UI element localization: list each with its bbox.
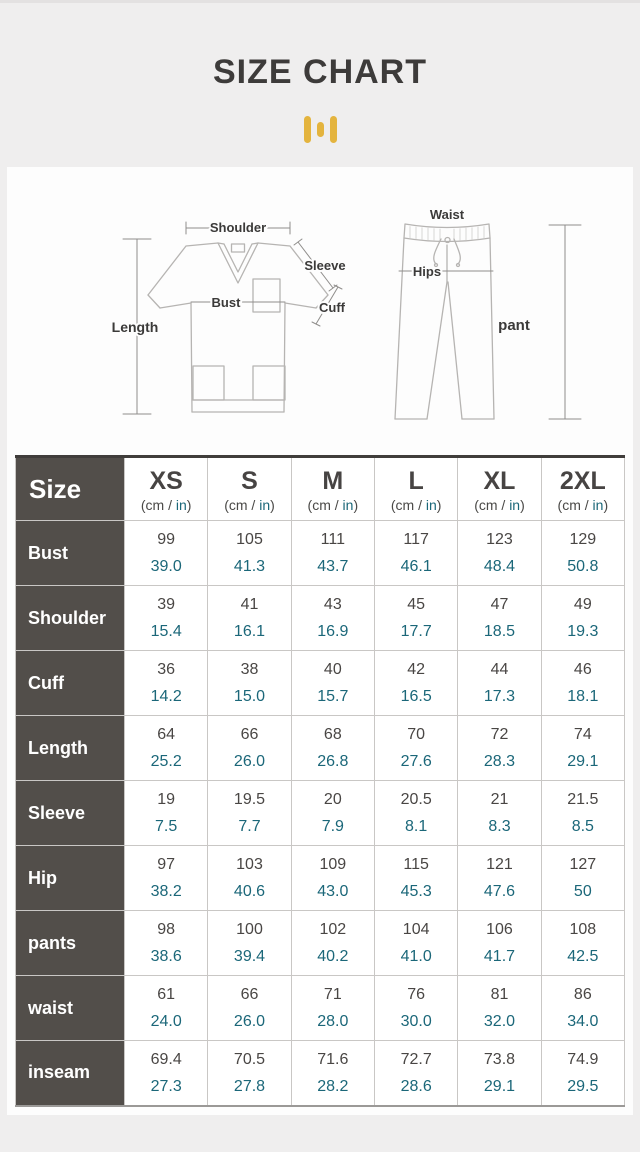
cm-value: 38 (240, 661, 259, 678)
size-cell (125, 521, 208, 586)
size-cell (208, 846, 291, 911)
cm-value: 21 (490, 791, 509, 808)
inch-value: 40.6 (233, 883, 266, 900)
row-label: pants (16, 911, 125, 976)
unit-label: (cm / in) (557, 497, 609, 513)
cm-value: 61 (157, 986, 176, 1003)
inch-value: 7.5 (155, 818, 178, 835)
inch-value: 45.3 (400, 883, 432, 900)
inch-value: 19.3 (567, 623, 599, 640)
size-cell (541, 911, 624, 976)
inch-value: 18.1 (567, 688, 599, 705)
size-cell (125, 586, 208, 651)
cm-value: 86 (573, 986, 592, 1003)
row-label: Sleeve (16, 781, 125, 846)
size-cell (291, 976, 374, 1041)
size-cell (541, 1041, 624, 1106)
table-row-hip (16, 846, 625, 911)
inch-value: 27.6 (400, 753, 432, 770)
table-row-cuff (16, 651, 625, 716)
inch-value: 48.4 (483, 558, 516, 575)
cm-value: 47 (490, 596, 509, 613)
cm-value: 43 (323, 596, 342, 613)
garment-measurement-diagram (7, 167, 633, 455)
size-cell (125, 846, 208, 911)
size-cell (374, 586, 457, 651)
inch-value: 27.8 (233, 1077, 266, 1095)
size-cell (374, 651, 457, 716)
size-label: L (408, 467, 424, 495)
size-cell (208, 976, 291, 1041)
cm-value: 72 (490, 726, 509, 743)
cm-value: 49 (573, 596, 592, 613)
size-cell (291, 1041, 374, 1106)
inch-value: 39.4 (233, 948, 266, 965)
unit-label: (cm / in) (307, 497, 359, 513)
cm-value: 39 (157, 596, 176, 613)
diagram-label-waist: Waist (429, 207, 465, 222)
size-cell (291, 911, 374, 976)
cm-value: 99 (157, 531, 176, 548)
cm-value: 41 (240, 596, 259, 613)
inch-value: 18.5 (483, 623, 516, 640)
cm-value: 105 (236, 531, 263, 548)
size-cell (291, 716, 374, 781)
cm-value: 46 (573, 661, 592, 678)
size-cell (458, 586, 541, 651)
size-cell (374, 846, 457, 911)
column-header-l (374, 457, 457, 521)
inch-value: 15.4 (150, 623, 182, 640)
scrub-top-diagram (148, 243, 328, 412)
size-cell (291, 846, 374, 911)
inch-value: 8.1 (405, 818, 428, 835)
cm-value: 20 (323, 791, 342, 808)
cm-value: 68 (323, 726, 342, 743)
size-cell (125, 716, 208, 781)
inch-value: 7.7 (238, 818, 261, 835)
cm-value: 121 (486, 856, 513, 873)
column-header-xs (125, 457, 208, 521)
cm-value: 102 (319, 921, 347, 938)
cm-value: 103 (236, 856, 263, 873)
cm-value: 72.7 (400, 1050, 432, 1068)
size-label: XL (483, 467, 516, 495)
size-cell (374, 976, 457, 1041)
table-header-row (16, 457, 625, 521)
cm-value: 71.6 (317, 1050, 349, 1068)
inch-value: 24.0 (150, 1013, 182, 1030)
inch-value: 41.0 (400, 948, 432, 965)
size-cell (541, 651, 624, 716)
size-cell (125, 911, 208, 976)
size-cell (374, 716, 457, 781)
cm-value: 70.5 (233, 1050, 266, 1068)
inch-value: 34.0 (567, 1013, 599, 1030)
size-cell (291, 521, 374, 586)
size-cell (208, 586, 291, 651)
inch-value: 38.2 (150, 883, 182, 900)
inch-value: 26.8 (317, 753, 349, 770)
diagram-label-hips: Hips (412, 264, 442, 279)
row-label: waist (16, 976, 125, 1041)
inch-value: 50.8 (567, 558, 599, 575)
size-cell (291, 651, 374, 716)
inch-value: 41.3 (233, 558, 266, 575)
cm-value: 108 (569, 921, 597, 938)
inch-value: 16.9 (317, 623, 349, 640)
cm-value: 81 (490, 986, 509, 1003)
cm-value: 97 (157, 856, 176, 873)
cm-value: 20.5 (400, 791, 432, 808)
column-header-xl (458, 457, 541, 521)
inch-value: 15.0 (233, 688, 266, 705)
size-cell (541, 781, 624, 846)
inch-value: 8.3 (488, 818, 511, 835)
size-cell (208, 521, 291, 586)
inch-value: 15.7 (317, 688, 349, 705)
inch-value: 28.2 (317, 1077, 349, 1095)
cm-value: 74 (573, 726, 592, 743)
table-row-inseam (16, 1041, 625, 1106)
inch-value: 50 (573, 883, 592, 900)
size-cell (541, 976, 624, 1041)
table-row-sleeve (16, 781, 625, 846)
divider-bar-icon (330, 116, 337, 143)
diagram-label-shoulder: Shoulder (209, 220, 267, 235)
diagram-label-bust: Bust (211, 295, 241, 310)
size-cell (208, 781, 291, 846)
inch-value: 7.9 (321, 818, 344, 835)
top-edge-strip (0, 0, 640, 3)
cm-value: 76 (407, 986, 426, 1003)
size-cell (291, 586, 374, 651)
cm-value: 70 (407, 726, 426, 743)
cm-value: 98 (157, 921, 176, 938)
cm-value: 19.5 (233, 791, 266, 808)
diagram-label-pant: pant (498, 317, 530, 334)
inch-value: 28.0 (317, 1013, 349, 1030)
table-row-bust (16, 521, 625, 586)
inch-value: 32.0 (483, 1013, 516, 1030)
table-row-pants (16, 911, 625, 976)
cm-value: 73.8 (483, 1050, 516, 1068)
cm-value: 111 (320, 531, 345, 548)
size-cell (458, 781, 541, 846)
size-label: XS (149, 467, 183, 495)
inch-value: 17.3 (483, 688, 516, 705)
inch-value: 41.7 (483, 948, 516, 965)
row-label: Bust (16, 521, 125, 586)
inch-value: 26.0 (233, 753, 266, 770)
cm-value: 123 (486, 531, 513, 548)
size-cell (125, 1041, 208, 1106)
cm-value: 129 (569, 531, 597, 548)
row-label: Length (16, 716, 125, 781)
size-cell (458, 846, 541, 911)
content-card (7, 167, 633, 1115)
cm-value: 45 (407, 596, 426, 613)
table-row-shoulder (16, 586, 625, 651)
unit-label: (cm / in) (140, 497, 192, 513)
inch-value: 40.2 (317, 948, 349, 965)
inch-value: 42.5 (567, 948, 599, 965)
size-table (15, 455, 625, 1107)
cm-value: 71 (323, 986, 342, 1003)
size-corner-header: Size (16, 457, 125, 521)
cm-value: 115 (403, 856, 429, 873)
size-cell (541, 716, 624, 781)
inch-value: 38.6 (150, 948, 182, 965)
size-cell (208, 911, 291, 976)
diagram-label-length: Length (111, 319, 159, 335)
inch-value: 27.3 (150, 1077, 182, 1095)
cm-value: 66 (240, 726, 259, 743)
row-label: inseam (16, 1041, 125, 1106)
inch-value: 30.0 (400, 1013, 432, 1030)
size-cell (291, 781, 374, 846)
column-header-s (208, 457, 291, 521)
size-cell (125, 651, 208, 716)
inch-value: 46.1 (400, 558, 432, 575)
size-cell (374, 781, 457, 846)
cm-value: 74.9 (567, 1050, 599, 1068)
unit-label: (cm / in) (474, 497, 525, 513)
inch-value: 16.1 (233, 623, 266, 640)
column-header-m (291, 457, 374, 521)
unit-label: (cm / in) (224, 497, 275, 513)
divider-bar-icon (317, 122, 324, 137)
column-header-2xl (541, 457, 624, 521)
cm-value: 44 (490, 661, 509, 678)
cm-value: 109 (319, 856, 347, 873)
inch-value: 28.3 (483, 753, 516, 770)
inch-value: 43.0 (317, 883, 349, 900)
table-row-length (16, 716, 625, 781)
inch-value: 26.0 (233, 1013, 266, 1030)
cm-value: 127 (569, 856, 597, 873)
cm-value: 42 (407, 661, 426, 678)
inch-value: 29.5 (567, 1077, 599, 1095)
inch-value: 47.6 (483, 883, 516, 900)
inch-value: 39.0 (150, 558, 182, 575)
inch-value: 8.5 (571, 818, 594, 835)
size-cell (374, 521, 457, 586)
size-cell (208, 651, 291, 716)
cm-value: 64 (157, 726, 176, 743)
cm-value: 117 (403, 531, 429, 548)
cm-value: 40 (323, 661, 342, 678)
inch-value: 16.5 (400, 688, 432, 705)
cm-value: 104 (402, 921, 430, 938)
size-cell (458, 651, 541, 716)
inch-value: 25.2 (150, 753, 182, 770)
size-label: M (322, 467, 344, 495)
cm-value: 36 (157, 661, 176, 678)
size-cell (458, 1041, 541, 1106)
size-cell (208, 716, 291, 781)
row-label: Hip (16, 846, 125, 911)
size-cell (374, 911, 457, 976)
cm-value: 19 (157, 791, 176, 808)
inch-value: 28.6 (400, 1077, 432, 1095)
row-label: Shoulder (16, 586, 125, 651)
size-cell (458, 521, 541, 586)
row-label: Cuff (16, 651, 125, 716)
cm-value: 69.4 (150, 1050, 182, 1068)
cm-value: 106 (486, 921, 513, 938)
pants-diagram (395, 224, 494, 419)
inch-value: 29.1 (483, 1077, 516, 1095)
size-cell (374, 1041, 457, 1106)
cm-value: 100 (236, 921, 263, 938)
page-title: SIZE CHART (213, 53, 427, 91)
title-divider-icon (0, 116, 640, 143)
size-cell (541, 521, 624, 586)
unit-label: (cm / in) (390, 497, 442, 513)
size-cell (458, 716, 541, 781)
size-cell (125, 976, 208, 1041)
inch-value: 14.2 (150, 688, 182, 705)
inch-value: 17.7 (400, 623, 432, 640)
size-cell (208, 1041, 291, 1106)
inch-value: 29.1 (567, 753, 599, 770)
diagram-label-sleeve: Sleeve (304, 258, 346, 273)
size-cell (458, 976, 541, 1041)
size-label: 2XL (559, 467, 606, 495)
divider-bar-icon (304, 116, 311, 143)
cm-value: 66 (240, 986, 259, 1003)
size-label: S (241, 467, 258, 495)
inch-value: 43.7 (317, 558, 349, 575)
size-cell (458, 911, 541, 976)
cm-value: 21.5 (567, 791, 599, 808)
size-cell (541, 586, 624, 651)
table-row-waist (16, 976, 625, 1041)
size-cell (125, 781, 208, 846)
scrub-top-measure-lines (123, 222, 342, 414)
size-cell (541, 846, 624, 911)
diagram-label-cuff: Cuff (319, 300, 345, 315)
